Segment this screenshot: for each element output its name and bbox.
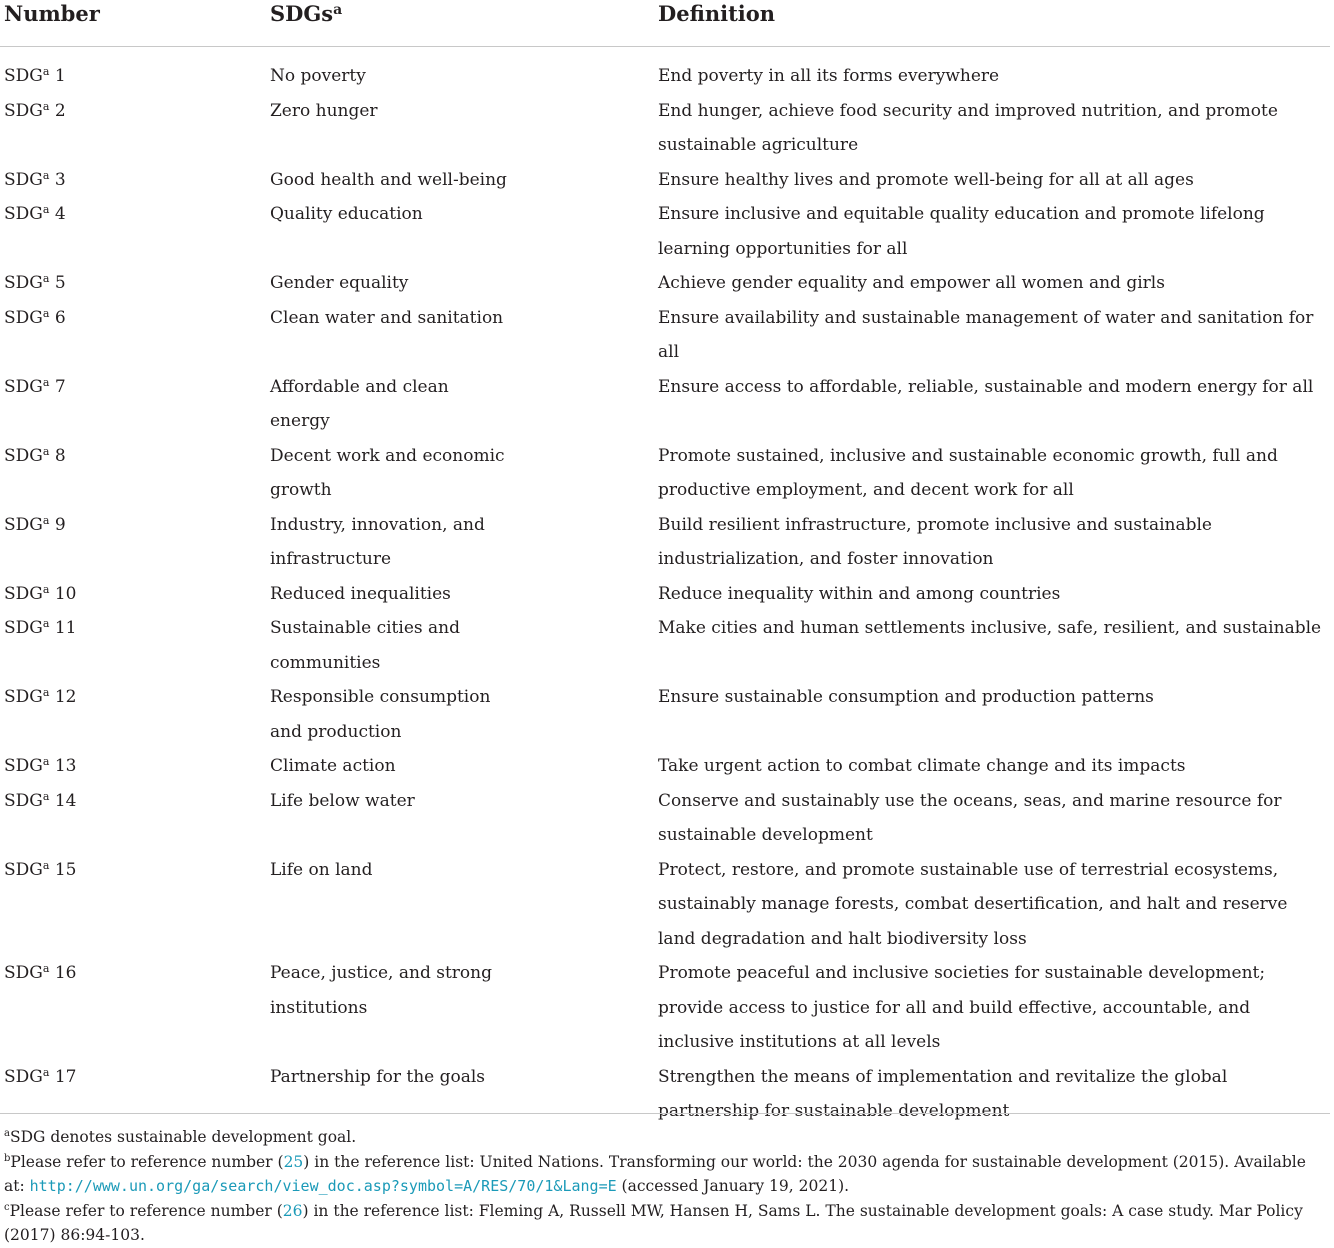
table-row	[0, 611, 1330, 680]
sdg-goal-cell: Quality education	[270, 204, 423, 224]
table-row	[0, 370, 1330, 439]
sdg-footnote-marker: a	[42, 444, 50, 458]
sdg-number-cell: SDG$^a$ 9	[4, 513, 66, 535]
sdg-number: 13	[54, 756, 77, 776]
table-row	[0, 577, 1330, 612]
sdg-definition-cell: Promote peaceful and inclusive societies for sustainable development; provide access to justice for all and build effective, accountable, and inclusive institutions at all levels	[658, 963, 1266, 1052]
sdg-number-cell: SDG$^a$ 13	[4, 755, 77, 776]
sdg-definition-cell: Ensure access to affordable, reliable, sustainable and modern energy for all	[658, 376, 1314, 397]
header-definition: Definition	[658, 0, 1330, 47]
sdg-footnote-marker: a	[42, 375, 50, 389]
footnote-c-marker: c	[4, 1201, 10, 1213]
footnote-a-marker: a	[4, 1128, 10, 1139]
sdg-goal-cell: Peace, justice, and strong institutions	[270, 963, 492, 1018]
sdg-footnote-marker: a	[42, 617, 50, 630]
table-footnotes	[4, 1125, 1330, 1248]
sdg-number-cell: SDG$^a$ 17	[4, 1065, 77, 1087]
sdg-number: 4	[54, 204, 66, 224]
sdg-goal-cell: Life on land	[270, 859, 373, 880]
table-row	[0, 59, 1330, 94]
sdg-number: 17	[54, 1066, 77, 1087]
table-row	[0, 197, 1330, 266]
sdg-footnote-marker: a	[42, 65, 50, 78]
sdg-footnote-marker: a	[42, 962, 50, 975]
table-row	[0, 439, 1330, 508]
sdg-goal-cell: Clean water and sanitation	[270, 307, 504, 328]
sdg-definition-cell: Ensure sustainable consumption and production patterns	[658, 687, 1154, 707]
sdg-goal-cell: Zero hunger	[270, 100, 378, 121]
sdg-number-cell: SDG$^a$ 5	[4, 272, 66, 293]
table-header-row	[0, 0, 1330, 47]
table-row	[0, 1060, 1330, 1129]
sdg-definition-cell: Make cities and human settlements inclusive, safe, resilient, and sustainable	[658, 618, 1322, 638]
sdg-number-cell: SDG$^a$ 2	[4, 99, 66, 121]
sdg-goal-cell: Gender equality	[270, 273, 409, 293]
sdg-number-cell: SDG$^a$ 6	[4, 306, 66, 328]
footnote-c: $^c$Please refer to reference number (26) in the reference list: Fleming A, Russell MW, Hansen H, Sams L. The sustainable development goals: A case study. Mar Policy (2017) 86:94-103.	[4, 1201, 1303, 1244]
sdg-goal-cell: Good health and well-being	[270, 169, 507, 190]
reference-link-26[interactable]: 26	[282, 1201, 303, 1220]
table-row	[0, 956, 1330, 1060]
sdg-goal-cell: Climate action	[270, 756, 396, 776]
sdg-number: 16	[54, 963, 77, 983]
table-row	[0, 508, 1330, 577]
header-sdgs-footnote-marker: a	[333, 2, 343, 18]
table-row	[0, 163, 1330, 198]
sdg-footnote-marker: a	[42, 306, 50, 320]
sdg-number: 15	[54, 859, 77, 880]
sdg-definition-cell: Promote sustained, inclusive and sustainable economic growth, full and productive employment, and decent work for all	[658, 445, 1278, 500]
sdg-goal-cell: Industry, innovation, and infrastructure	[270, 514, 485, 569]
sdg-number: 5	[54, 273, 66, 293]
sdg-definition-cell: Protect, restore, and promote sustainable use of terrestrial ecosystems, sustainably manage forests, combat desertification, and halt and reserve land degradation and halt biodiversity loss	[658, 859, 1288, 949]
sdg-footnote-marker: a	[42, 858, 50, 872]
sdg-footnote-marker: a	[42, 99, 50, 113]
sdg-number-cell: SDG$^a$ 10	[4, 582, 77, 604]
sdg-footnote-marker: a	[42, 686, 50, 699]
sdg-number: 9	[54, 514, 66, 535]
footnote-b-marker: b	[4, 1152, 11, 1164]
sdg-number-cell: SDG$^a$ 15	[4, 858, 77, 880]
sdg-number: 8	[54, 445, 66, 466]
sdg-goal-cell: No poverty	[270, 66, 366, 86]
sdg-number: 12	[54, 687, 77, 707]
table-row	[0, 784, 1330, 853]
footnote-a-text: SDG denotes sustainable development goal.	[9, 1128, 357, 1146]
sdg-goal-cell: Responsible consumption and production	[270, 687, 491, 742]
sdg-definition-cell: End poverty in all its forms everywhere	[658, 66, 1000, 86]
sdg-number: 14	[54, 790, 77, 811]
sdg-definition-cell: Achieve gender equality and empower all women and girls	[658, 273, 1165, 293]
sdg-footnote-marker: a	[42, 513, 50, 527]
sdg-number: 10	[54, 583, 77, 604]
table-row	[0, 853, 1330, 957]
sdg-footnote-marker: a	[42, 582, 50, 596]
sdg-definition-cell: Ensure inclusive and equitable quality education and promote lifelong learning opportunities for all	[658, 204, 1265, 259]
sdg-number: 3	[54, 169, 66, 190]
sdg-number: 6	[54, 307, 66, 328]
table-row	[0, 301, 1330, 370]
sdg-goal-cell: Affordable and clean energy	[270, 376, 449, 431]
sdg-number-cell: SDG$^a$ 12	[4, 686, 77, 707]
sdg-definition-cell: Ensure healthy lives and promote well-being for all at all ages	[658, 169, 1194, 190]
sdg-number: 1	[54, 66, 66, 86]
sdg-definition-cell: Reduce inequality within and among countries	[658, 583, 1061, 604]
sdg-footnote-marker: a	[42, 203, 50, 216]
sdg-number-cell: SDG$^a$ 1	[4, 65, 66, 86]
reference-link-25[interactable]: 25	[283, 1152, 304, 1171]
sdg-number-cell: SDG$^a$ 11	[4, 617, 77, 638]
un-agenda-url-link[interactable]: http://www.un.org/ga/search/view_doc.asp?symbol=A/RES/70/1&Lang=E	[29, 1177, 617, 1195]
sdg-goal-cell: Partnership for the goals	[270, 1066, 486, 1087]
sdg-footnote-marker: a	[42, 1065, 50, 1079]
sdg-goal-cell: Life below water	[270, 790, 415, 811]
sdg-definition-cell: Build resilient infrastructure, promote inclusive and sustainable industrialization, and foster innovation	[658, 514, 1212, 569]
sdg-number: 2	[54, 100, 66, 121]
sdg-footnote-marker: a	[42, 168, 50, 182]
sdg-number-cell: SDG$^a$ 7	[4, 375, 66, 397]
sdg-footnote-marker: a	[42, 755, 50, 768]
sdg-goal-cell: Sustainable cities and communities	[270, 618, 460, 673]
sdg-number-cell: SDG$^a$ 4	[4, 203, 66, 224]
sdg-number-cell: SDG$^a$ 14	[4, 789, 77, 811]
sdg-number-cell: SDG$^a$ 3	[4, 168, 66, 190]
sdg-number-cell: SDG$^a$ 8	[4, 444, 66, 466]
sdg-goal-cell: Reduced inequalities	[270, 583, 451, 604]
sdg-number-cell: SDG$^a$ 16	[4, 962, 77, 983]
sdg-footnote-marker: a	[42, 789, 50, 803]
sdg-goal-cell: Decent work and economic growth	[270, 445, 505, 500]
table-body	[0, 47, 1330, 1129]
footnote-a	[4, 1125, 1330, 1150]
table-row	[0, 749, 1330, 784]
table-row	[0, 266, 1330, 301]
footnote-b: $^b$Please refer to reference number (25) in the reference list: United Nations. Transforming our world: the 2030 agenda for sustainable development (2015). Available at: http://www.un.org/ga/search/view_doc.asp?symbol=A/RES/70/1&Lang=E (accessed January 19, 2021).	[4, 1152, 1306, 1195]
sdg-definition-cell: Strengthen the means of implementation and revitalize the global partnership for sustainable development	[658, 1066, 1228, 1121]
sdg-number: 11	[54, 618, 77, 638]
table-row	[0, 680, 1330, 749]
sdg-definition-cell: End hunger, achieve food security and improved nutrition, and promote sustainable agriculture	[658, 100, 1278, 155]
sdg-definition-cell: Ensure availability and sustainable management of water and sanitation for all	[658, 307, 1314, 362]
header-sdgs: SDGs$^a$	[265, 0, 658, 47]
sdg-footnote-marker: a	[42, 272, 50, 285]
sdg-number: 7	[54, 376, 66, 397]
table-row	[0, 94, 1330, 163]
header-number: Number	[0, 0, 265, 47]
sdg-definition-cell: Take urgent action to combat climate change and its impacts	[658, 756, 1186, 776]
sdg-definition-cell: Conserve and sustainably use the oceans, seas, and marine resource for sustainable development	[658, 790, 1282, 845]
table-bottom-rule	[0, 1113, 1330, 1114]
